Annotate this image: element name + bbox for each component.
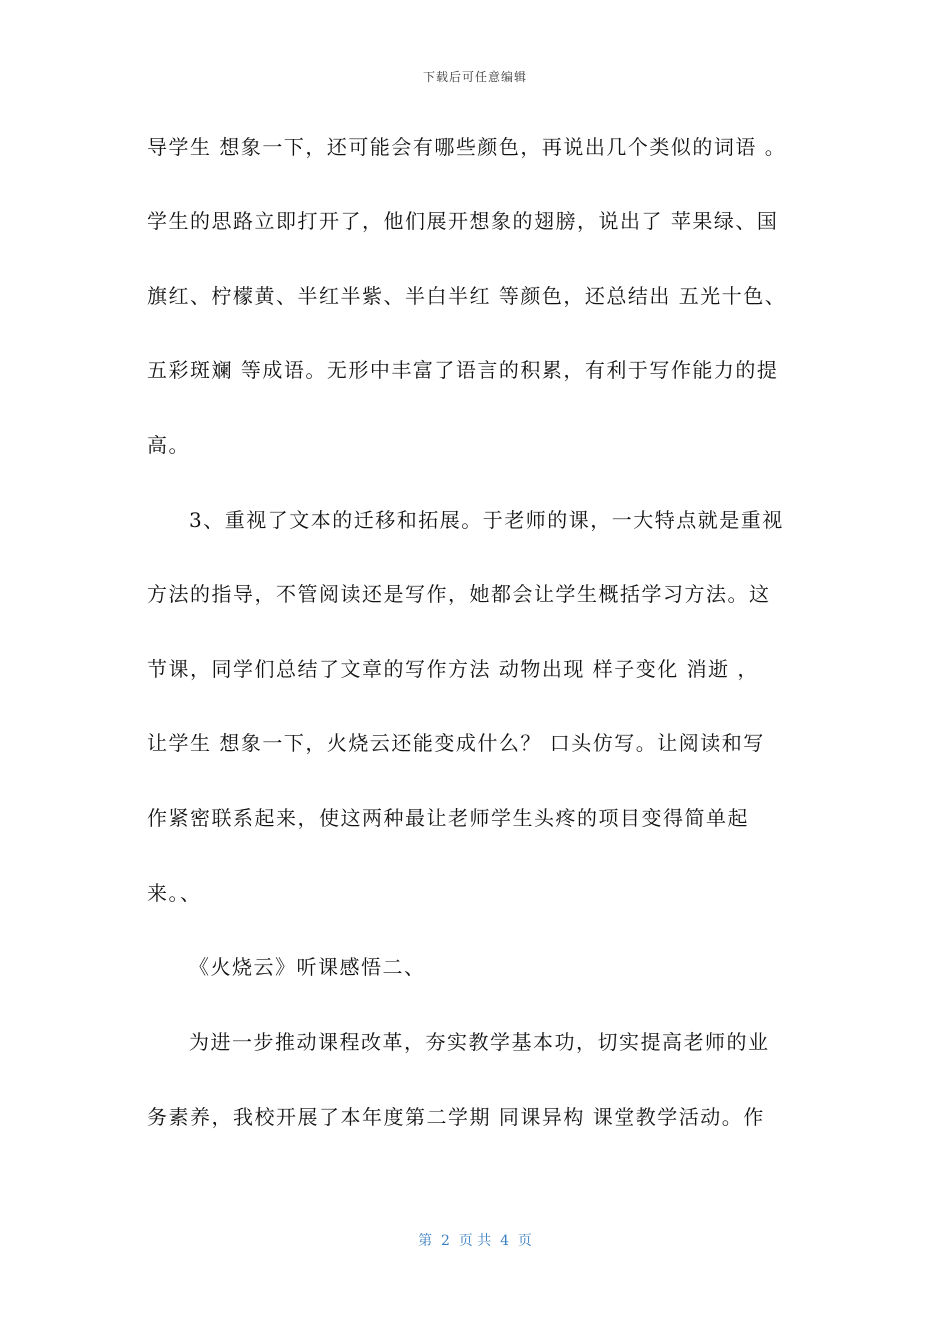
text-line: 3、重视了文本的迁移和拓展。于老师的课，一大特点就是重视 [189, 508, 784, 532]
section-heading: 《火烧云》听课感悟二、 [189, 955, 426, 979]
text-line: 五彩斑斓 等成语。无形中丰富了语言的积累，有利于写作能力的提 [147, 358, 779, 382]
page-footer: 第 2 页 共 4 页 [418, 1233, 532, 1249]
text-line: 务素养，我校开展了本年度第二学期 同课异构 课堂教学活动。作 [147, 1105, 765, 1129]
text-line: 学生的思路立即打开了，他们展开想象的翅膀，说出了 苹果绿、国 [147, 209, 779, 233]
text-line: 为进一步推动课程改革，夯实教学基本功，切实提高老师的业 [189, 1030, 770, 1054]
text-line: 节课，同学们总结了文章的写作方法 动物出现 样子变化 消逝 ， [147, 657, 759, 681]
text-line: 旗红、柠檬黄、半红半紫、半白半红 等颜色，还总结出 五光十色、 [147, 284, 787, 308]
page-header: 下载后可任意编辑 [422, 70, 527, 84]
text-line: 来。、 [147, 881, 202, 905]
text-line: 让学生 想象一下，火烧云还能变成什么？ 口头仿写。让阅读和写 [147, 731, 765, 755]
text-line: 作紧密联系起来，使这两种最让老师学生头疼的项目变得简单起 [147, 806, 749, 830]
text-line: 方法的指导，不管阅读还是写作，她都会让学生概括学习方法。这 [147, 582, 771, 606]
text-line: 高。 [147, 433, 190, 457]
text-line: 导学生 想象一下，还可能会有哪些颜色，再说出几个类似的词语 。 [147, 135, 787, 159]
